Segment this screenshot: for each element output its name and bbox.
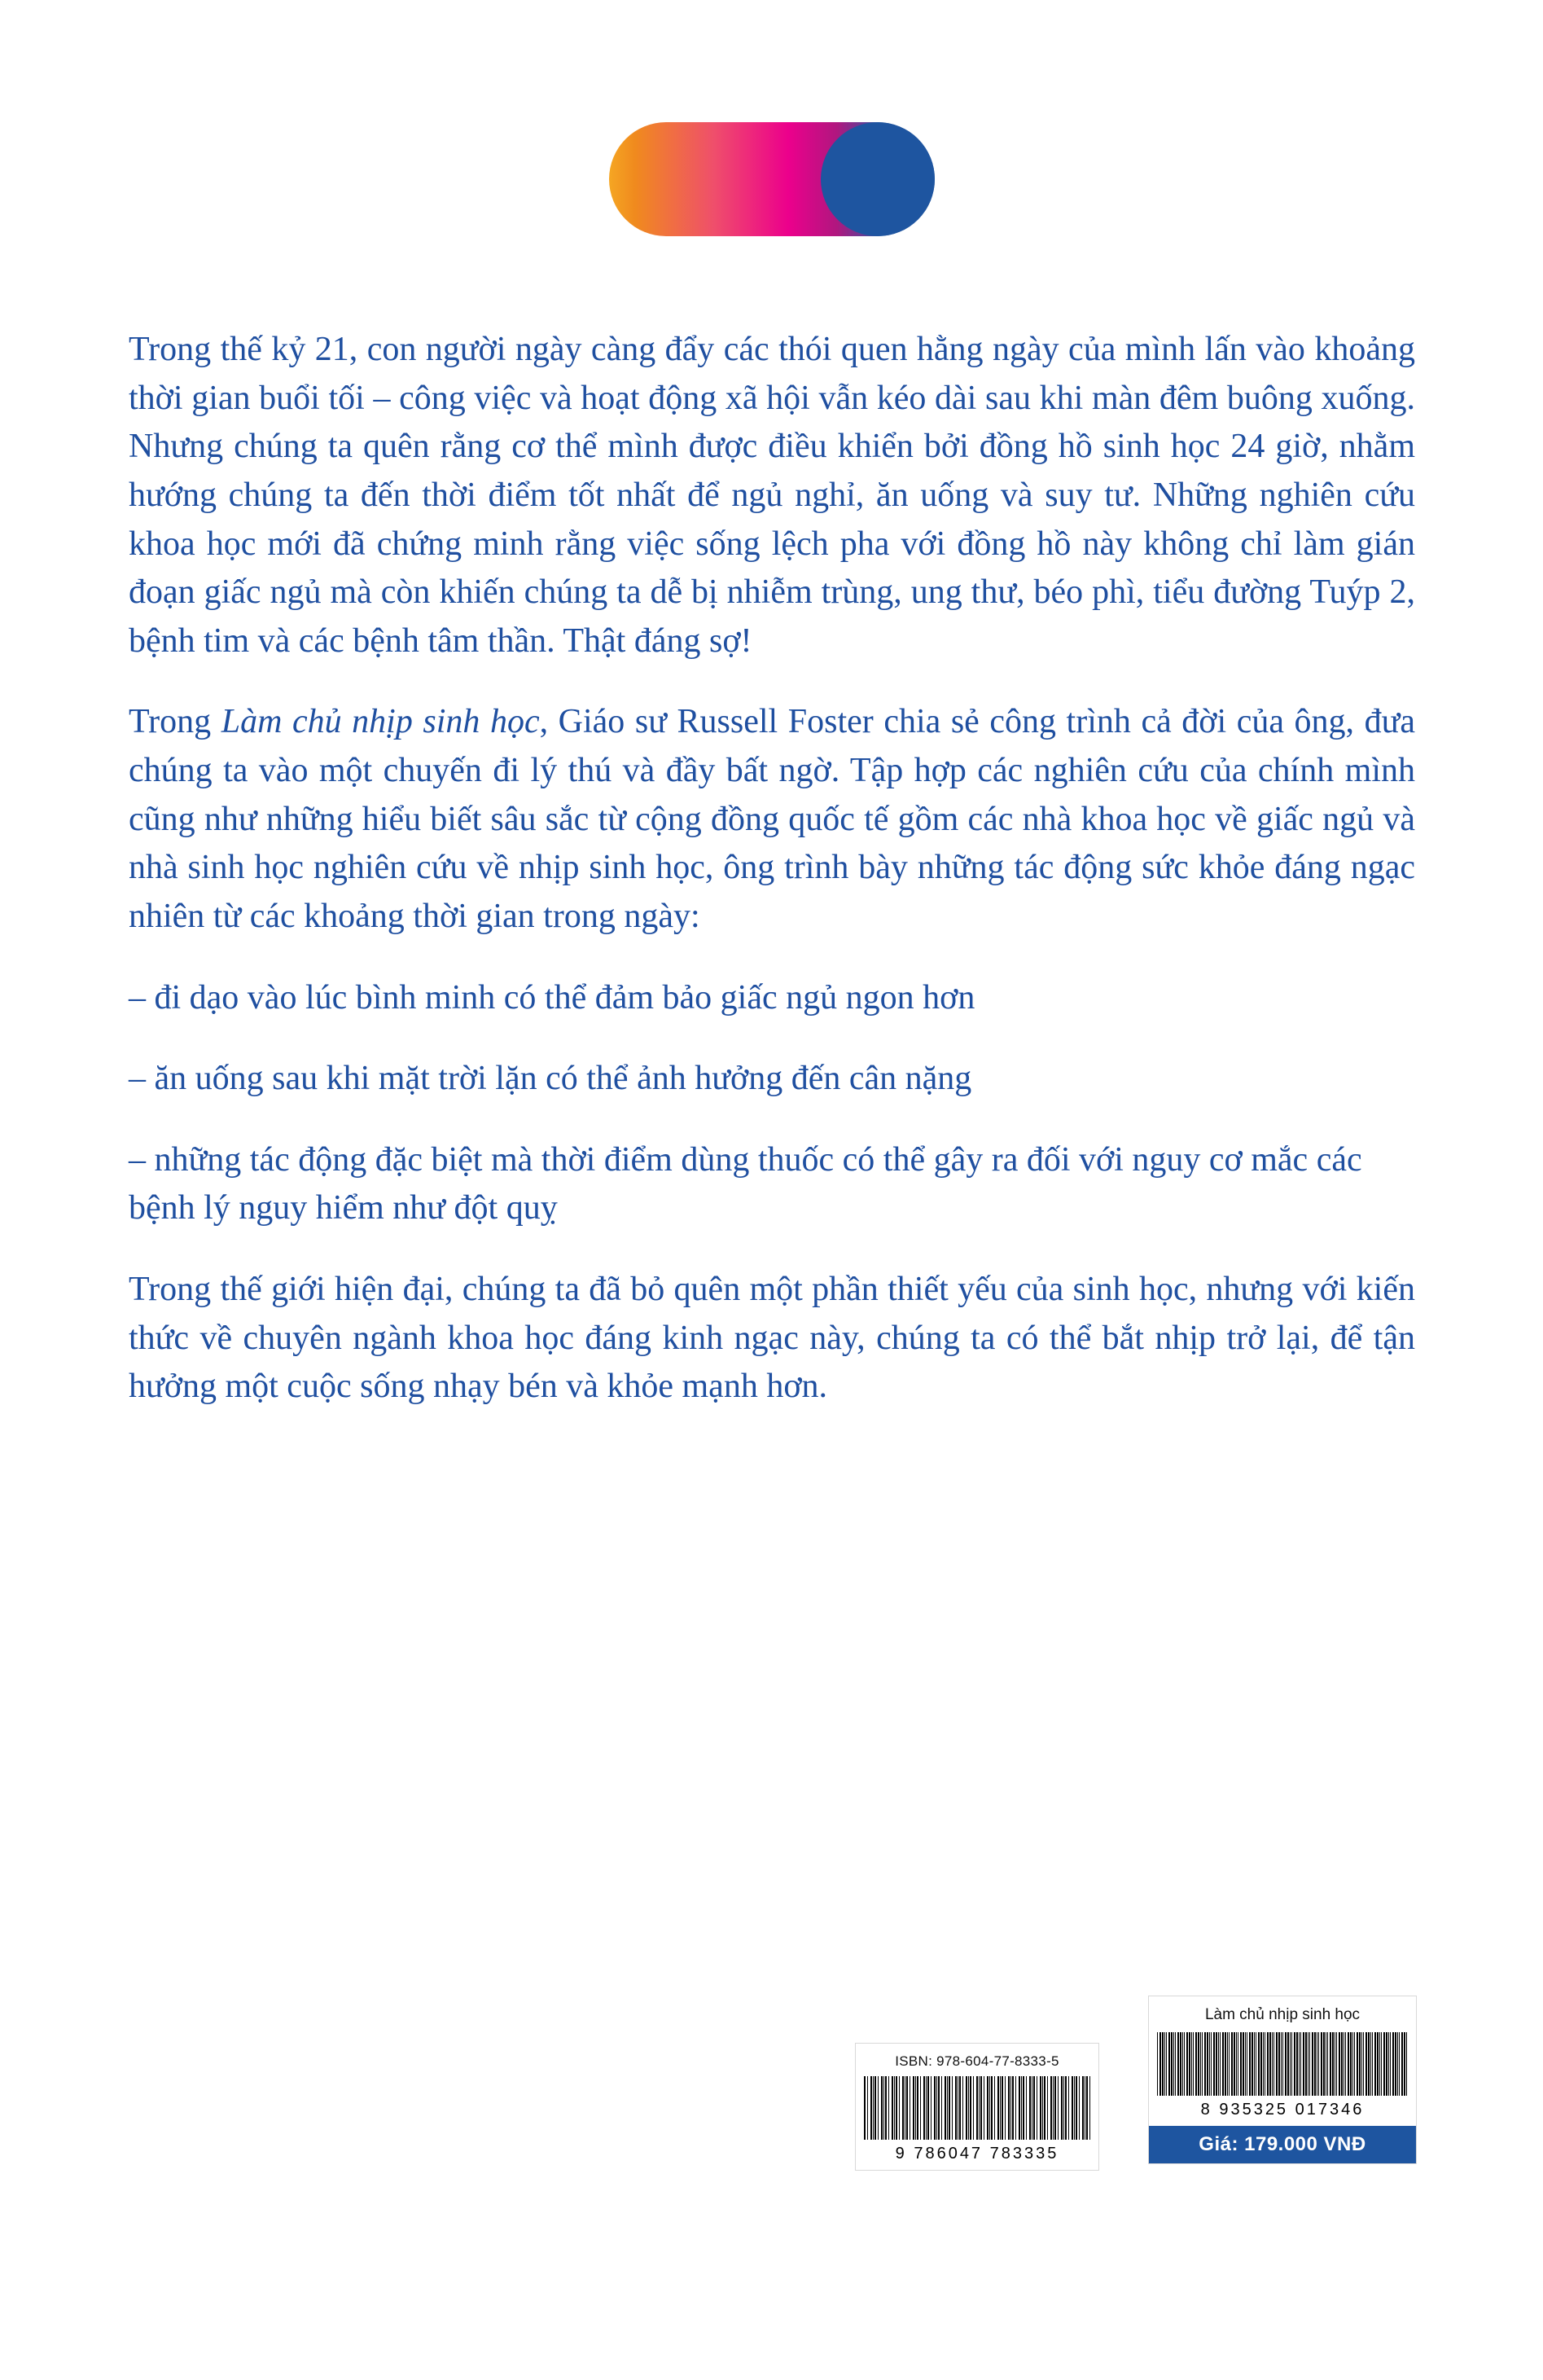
blurb-closing-paragraph: Trong thế giới hiện đại, chúng ta đã bỏ quên một phần thiết yếu của sinh học, nhưng với kiến thức về chuyên ngành khoa học đáng kinh ngạc này, chúng ta có thể bắt nhịp trở lại, để tận hưởng một cuộc sống nhạy bén và khỏe mạnh hơn. (129, 1271, 1415, 1406)
ean-barcode-block (1148, 1996, 1417, 2164)
publisher-logo (609, 122, 935, 236)
barcode-area (839, 1996, 1441, 2240)
blurb-content (129, 326, 1415, 1412)
isbn-barcode-block (855, 2043, 1099, 2171)
ean-product-title: Làm chủ nhịp sinh học (1204, 2006, 1361, 2023)
book-title-italic: Làm chủ nhịp sinh học (221, 703, 540, 741)
isbn-barcode-digits: 9 786047 783335 (895, 2145, 1059, 2163)
publisher-logo-container (0, 122, 1543, 236)
isbn-barcode-icon (864, 2076, 1090, 2140)
bullet-item-3: – những tác động đặc biệt mà thời điểm dùng thuốc có thể gây ra đối với nguy cơ mắc các bệnh lý nguy hiểm như đột quỵ (129, 1140, 1362, 1227)
bullet-item-1: – đi dạo vào lúc bình minh có thể đảm bảo giấc ngủ ngon hơn (129, 978, 975, 1017)
bullet-item-2: – ăn uống sau khi mặt trời lặn có thể ảnh hưởng đến cân nặng (129, 1060, 972, 1098)
blurb-paragraph-1: Trong thế kỷ 21, con người ngày càng đẩy các thói quen hằng ngày của mình lấn vào khoảng thời gian buổi tối – công việc và hoạt động xã hội vẫn kéo dài sau khi màn đêm buông xuống. Nhưng chúng ta quên rằng cơ thể mình được điều khiển bởi đồng hồ sinh học 24 giờ, nhằm hướng chúng ta đến thời điểm tốt nhất để ngủ nghỉ, ăn uống và suy tư. Những nghiên cứu khoa học mới đã chứng minh rằng việc sống lệch pha với đồng hồ này không chỉ làm gián đoạn giấc ngủ mà còn khiến chúng ta dễ bị nhiễm trùng, ung thư, béo phì, tiểu đường Tuýp 2, bệnh tim và các bệnh tâm thần. Thật đáng sợ! (129, 331, 1415, 660)
isbn-caption: ISBN: 978-604-77-8333-5 (895, 2053, 1059, 2069)
ean-barcode-digits: 8 935325 017346 (1200, 2101, 1365, 2119)
ean-barcode-icon (1157, 2032, 1408, 2096)
paragraph2-lead: Trong (129, 703, 221, 741)
paragraph2-rest: , Giáo sư Russell Foster chia sẻ công trình cả đời của ông, đưa chúng ta vào một chuyến đi lý thú và đầy bất ngờ. Tập hợp các nghiên cứu của chính mình cũng như những hiểu biết sâu sắc từ cộng đồng quốc tế gồm các nhà khoa học về giấc ngủ và nhà sinh học nghiên cứu về nhịp sinh học, ông trình bày những tác động sức khỏe đáng ngạc nhiên từ các khoảng thời gian trong ngày: (129, 703, 1416, 935)
blurb-paragraph-2 (129, 698, 1415, 941)
logo-blue-dot (821, 122, 935, 236)
price-badge: Giá: 179.000 VNĐ (1149, 2126, 1416, 2163)
